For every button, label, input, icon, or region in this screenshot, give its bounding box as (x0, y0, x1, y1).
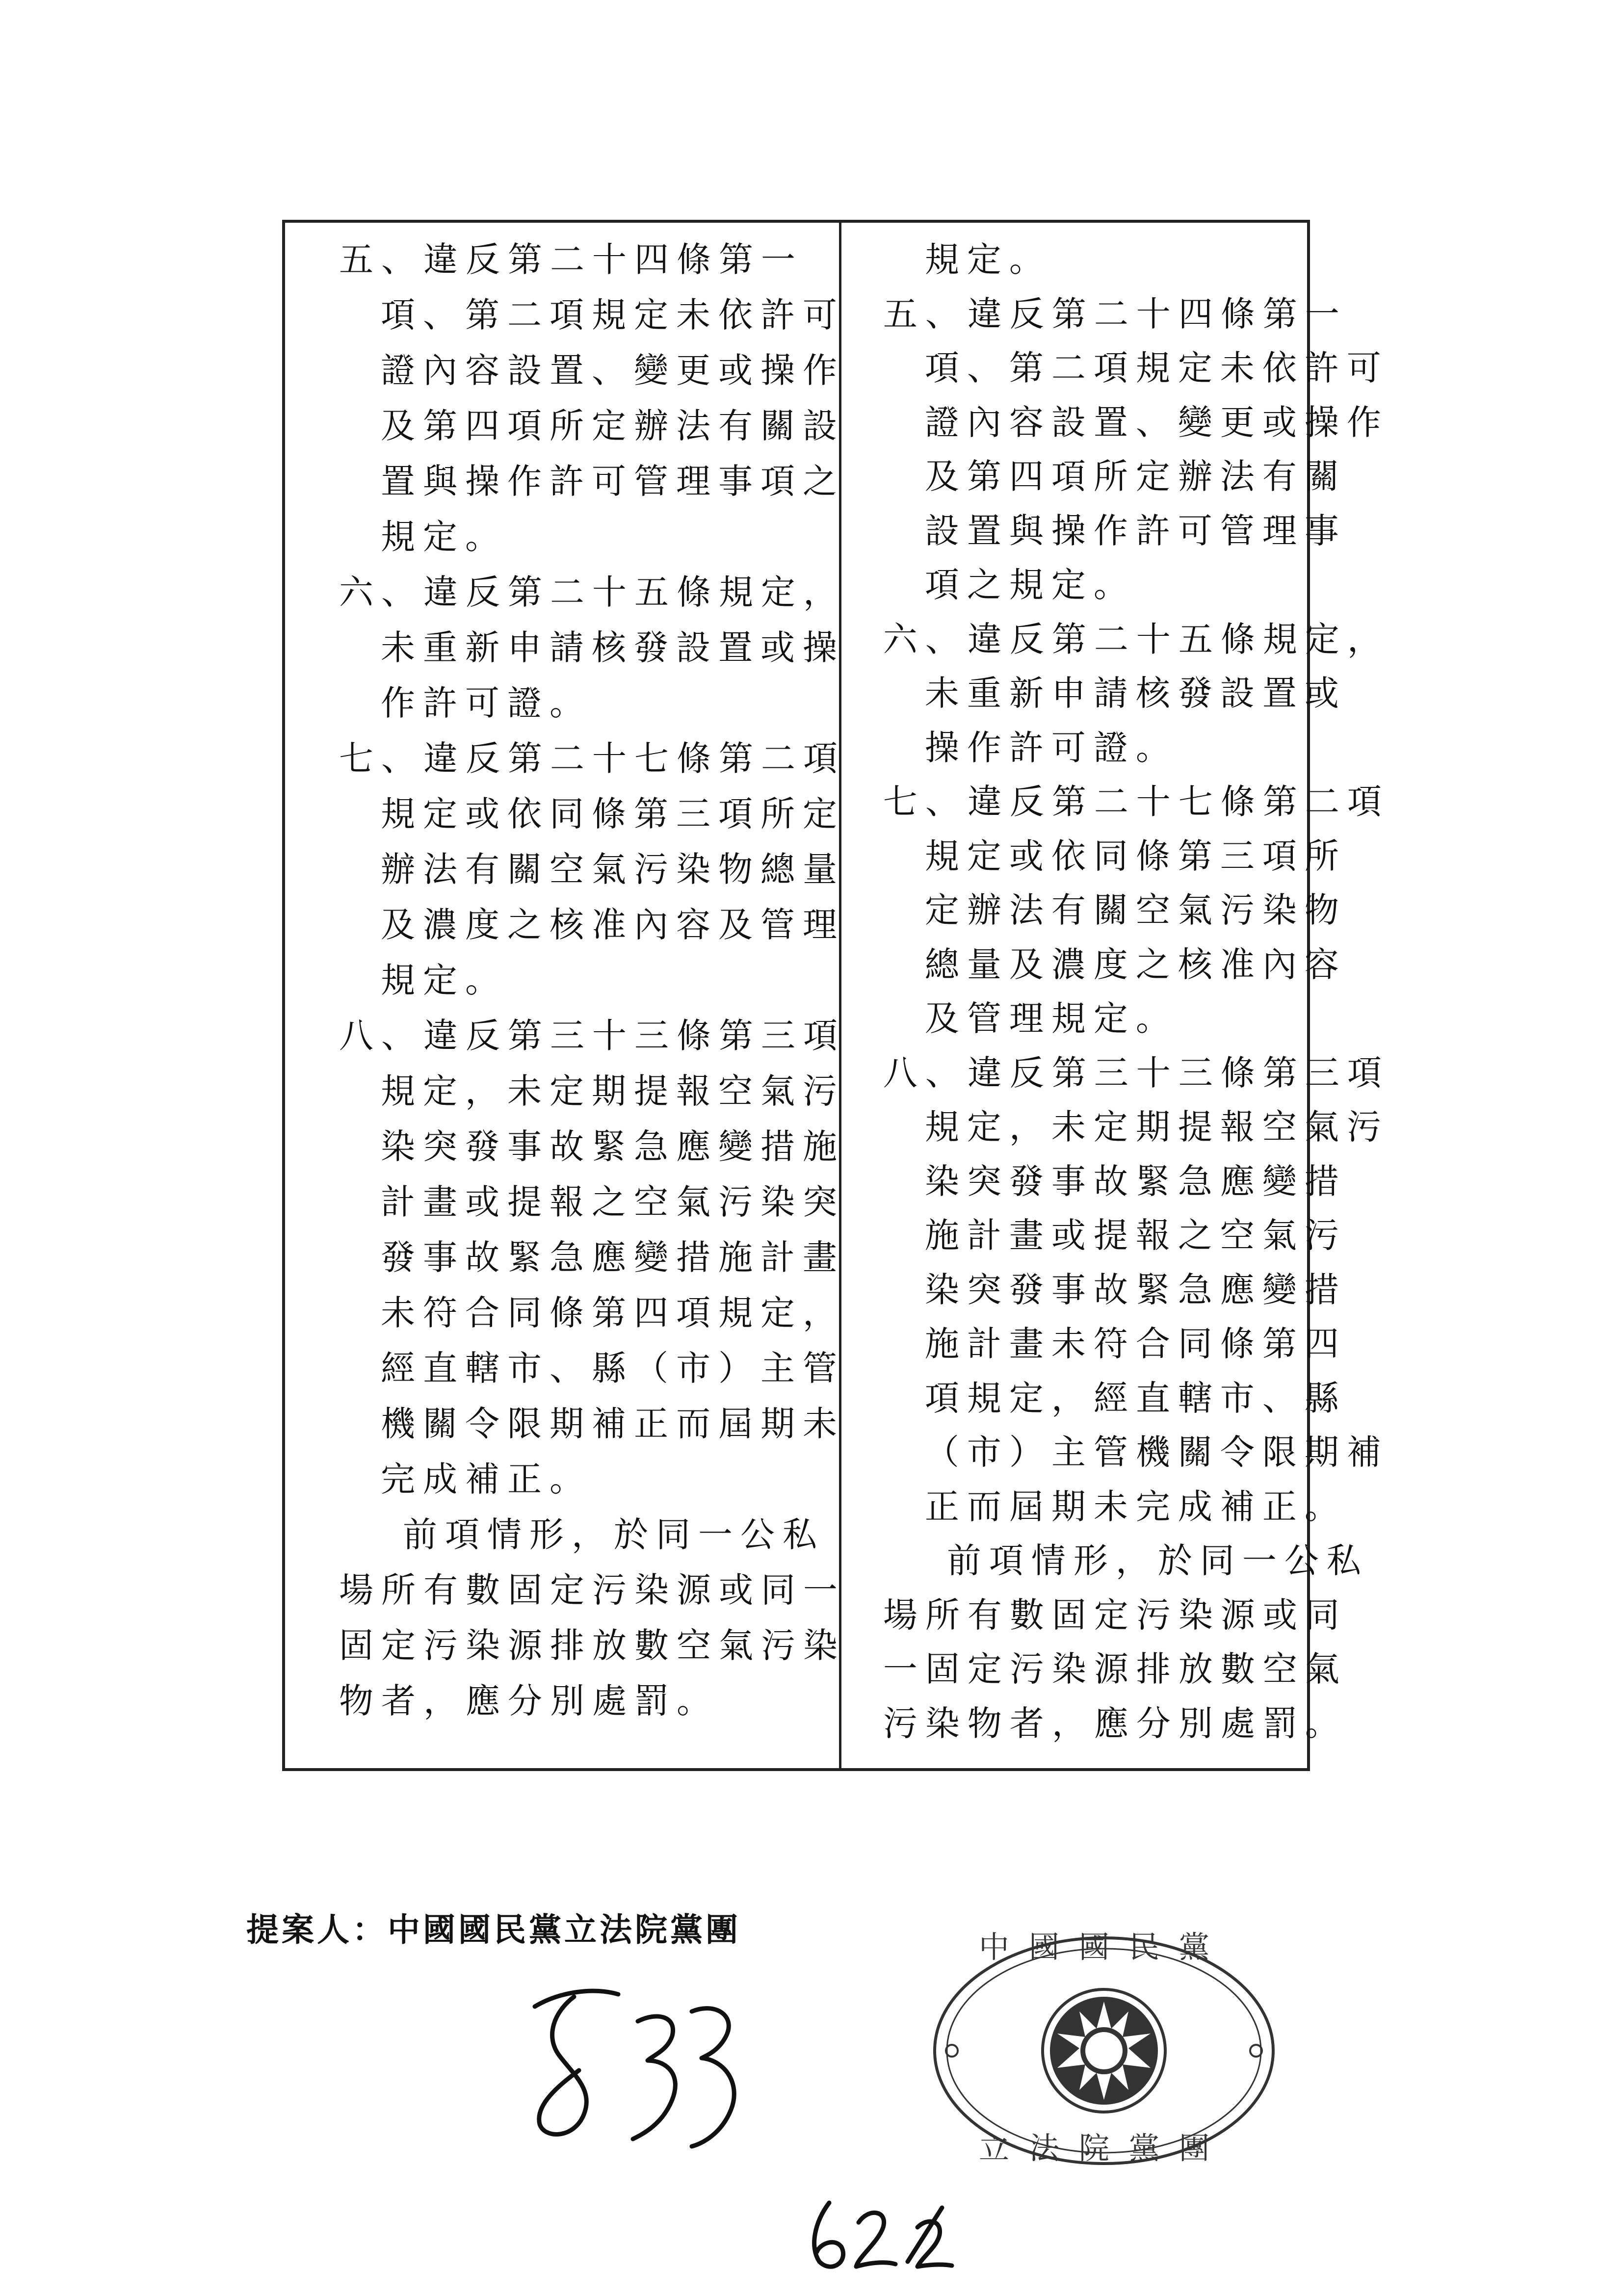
right-line: 證內容設置、變更或操作 (924, 402, 1389, 443)
right-line: 規定。 (924, 239, 1051, 280)
right-line: 設置與操作許可管理事 (924, 510, 1347, 551)
right-line: 項、第二項規定未依許可 (924, 348, 1389, 388)
left-line: 未重新申請核發設置或操 (381, 627, 845, 668)
left-line: 作許可證。 (381, 683, 592, 723)
right-line: 八、違反第三十三條第三項 (883, 1052, 1389, 1093)
right-line: 及管理規定。 (924, 998, 1178, 1039)
right-line: 及第四項所定辦法有關 (924, 456, 1347, 496)
left-line: 規定。 (381, 960, 507, 1000)
left-line: 證內容設置、變更或操作 (381, 350, 845, 391)
right-line: 施計畫未符合同條第四 (924, 1324, 1347, 1364)
left-line: 規定。 (381, 517, 507, 557)
left-column-lines (285, 223, 845, 1768)
party-seal (927, 1928, 1281, 2173)
handwritten-signature (515, 1977, 751, 2159)
right-line: 七、違反第二十七條第二項 (883, 782, 1389, 822)
left-line: 完成補正。 (381, 1459, 592, 1499)
right-line: 前項情形，於同一公私 (946, 1540, 1369, 1581)
left-line: 未符合同條第四項規定， (381, 1293, 845, 1333)
table-right-column (841, 223, 1389, 1768)
right-line: 五、違反第二十四條第一 (883, 293, 1347, 334)
left-line: 規定，未定期提報空氣污 (381, 1071, 845, 1111)
left-line: 染突發事故緊急應變措施 (381, 1126, 845, 1167)
left-line: 八、違反第三十三條第三項 (339, 1016, 845, 1056)
left-line: 固定污染源排放數空氣污染 (339, 1625, 845, 1666)
handwritten-page-note (795, 2188, 957, 2281)
right-line: 未重新申請核發設置或 (924, 673, 1347, 713)
left-line: 發事故緊急應變措施計畫 (381, 1237, 845, 1278)
right-line: 項規定，經直轄市、縣 (924, 1378, 1347, 1418)
left-line: 及濃度之核准內容及管理 (381, 905, 845, 945)
party-emblem-icon (1043, 1989, 1165, 2112)
right-line: 場所有數固定污染源或同 (883, 1594, 1347, 1635)
left-line: 經直轄市、縣（市）主管 (381, 1348, 845, 1388)
seal-bottom-text: 立法院黨團 (978, 2130, 1230, 2166)
comparison-table (282, 220, 1389, 1771)
right-line: 染突發事故緊急應變措 (924, 1269, 1347, 1310)
left-line: 項、第二項規定未依許可 (381, 295, 845, 335)
left-line: 七、違反第二十七條第二項 (339, 738, 845, 779)
right-line: 正而屆期未完成補正。 (924, 1486, 1347, 1527)
left-line: 機關令限期補正而屆期未 (381, 1404, 845, 1444)
right-line: 操作許可證。 (924, 727, 1178, 768)
left-line: 計畫或提報之空氣污染突 (381, 1182, 845, 1222)
left-line: 六、違反第二十五條規定， (339, 572, 845, 612)
right-line: 規定，未定期提報空氣污 (924, 1107, 1389, 1147)
right-line: 定辦法有關空氣污染物 (924, 890, 1347, 930)
right-column-lines (841, 223, 1389, 1768)
right-line: 總量及濃度之核准內容 (924, 944, 1347, 985)
left-line: 及第四項所定辦法有關設 (381, 406, 845, 446)
left-line: 場所有數固定污染源或同一 (339, 1570, 845, 1610)
left-line: 物者，應分別處罰。 (339, 1681, 719, 1721)
left-line: 規定或依同條第三項所定 (381, 794, 845, 834)
right-line: 六、違反第二十五條規定， (883, 619, 1389, 659)
left-line: 辦法有關空氣污染物總量 (381, 849, 845, 889)
right-line: 染突發事故緊急應變措 (924, 1161, 1347, 1201)
seal-top-text: 中國國民黨 (978, 1929, 1230, 1965)
right-line: 一固定污染源排放數空氣 (883, 1649, 1347, 1689)
proposer-line: 提案人：中國國民黨立法院黨團 (246, 1911, 741, 1949)
table-left-column (285, 223, 845, 1768)
left-line: 五、違反第二十四條第一 (339, 239, 803, 280)
left-line: 前項情形，於同一公私 (403, 1514, 825, 1555)
right-line: 污染物者，應分別處罰。 (883, 1703, 1347, 1744)
right-line: 施計畫或提報之空氣污 (924, 1215, 1347, 1255)
left-line: 置與操作許可管理事項之 (381, 461, 845, 501)
right-line: （市）主管機關令限期補 (924, 1432, 1389, 1472)
right-line: 規定或依同條第三項所 (924, 835, 1347, 876)
right-line: 項之規定。 (924, 565, 1136, 605)
